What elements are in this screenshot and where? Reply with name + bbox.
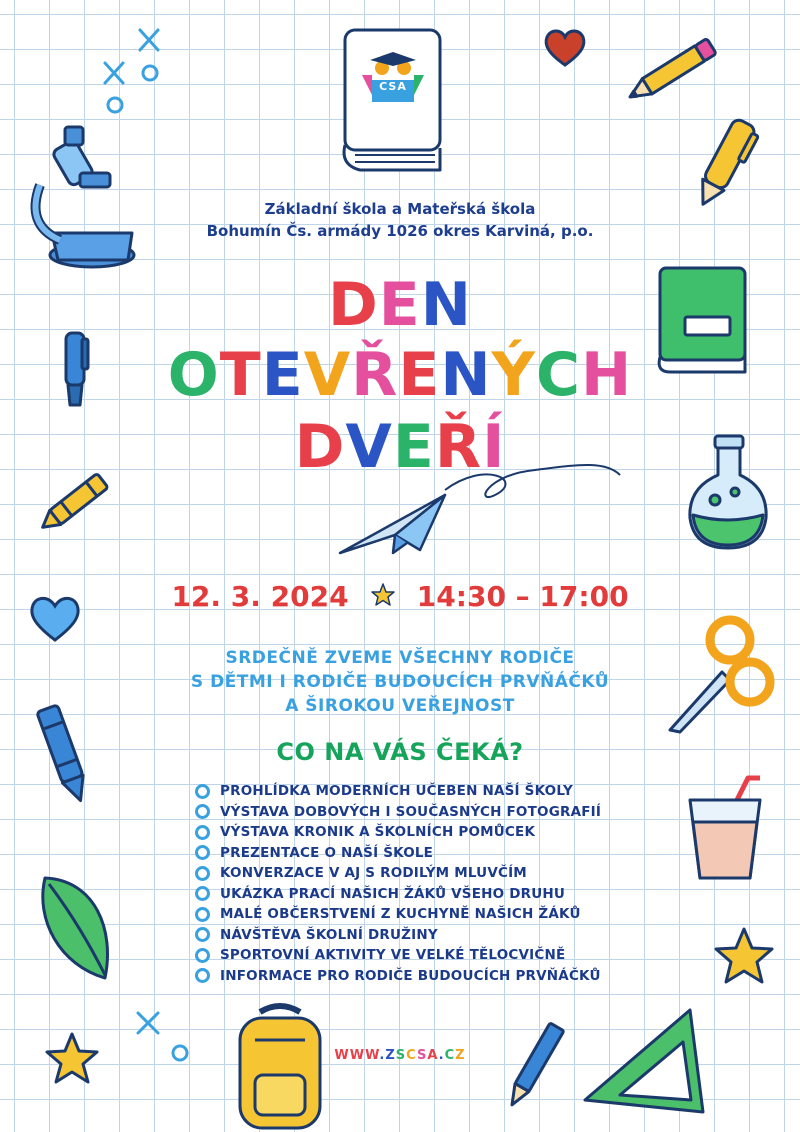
heart-red-icon [540, 25, 590, 70]
list-item [195, 945, 601, 966]
bullet-circle-icon [195, 968, 210, 983]
bullet-circle-icon [195, 927, 210, 942]
title-line-3 [0, 412, 800, 482]
list-item-text: KONVERZACE V AJ S RODILÝM MLUVČÍM [220, 865, 527, 882]
invite-line2: S DĚTMI I RODIČE BUDOUCÍCH PRVŇÁČKŮ [190, 672, 610, 692]
bullet-circle-icon [195, 886, 210, 901]
list-item [195, 802, 601, 823]
url-char: Z [455, 1048, 466, 1063]
title-letter: E [378, 270, 421, 340]
list-item-text: NÁVŠTĚVA ŠKOLNÍ DRUŽINY [220, 926, 438, 943]
list-item [195, 822, 601, 843]
title-letter: T [219, 340, 262, 410]
url-char: W [349, 1048, 366, 1063]
drink-glass-icon [680, 770, 780, 885]
url-char: S [416, 1048, 428, 1063]
event-date: 12. 3. 2024 [171, 580, 349, 613]
website-link[interactable] [0, 1048, 800, 1063]
title-letter: N [420, 270, 473, 340]
bullet-circle-icon [195, 784, 210, 799]
list-item-text: PREZENTACE O NAŠÍ ŠKOLE [220, 844, 434, 861]
microscope-icon [20, 115, 140, 275]
pencil-icon [615, 35, 725, 110]
title-letter: E [398, 340, 441, 410]
title-letter: N [440, 340, 492, 410]
url-char: W [365, 1048, 380, 1063]
title-letter: Ý [491, 340, 536, 410]
blue-pencil-icon [500, 1015, 570, 1115]
school-name-line2: Bohumín Čs. armády 1026 okres Karviná, p.o. [206, 222, 594, 240]
event-date-time [0, 580, 800, 613]
title-letter: V [303, 340, 352, 410]
url-char: C [406, 1048, 417, 1063]
invite-line3: A ŠIROKOU VEŘEJNOST [285, 696, 515, 716]
list-item [195, 884, 601, 905]
tic-tac-toe-doodle-top [95, 25, 170, 120]
title-letter: V [345, 412, 393, 482]
title-letter: D [327, 270, 379, 340]
program-heading: CO NA VÁS ČEKÁ? [276, 738, 524, 766]
title-line-2 [0, 340, 800, 410]
star-separator-icon [370, 582, 396, 608]
title-letter: C [536, 340, 582, 410]
url-char: S [395, 1048, 407, 1063]
title-letter: E [392, 412, 435, 482]
list-item [195, 843, 601, 864]
bullet-circle-icon [195, 907, 210, 922]
leaf-icon [35, 870, 120, 985]
title-letter: H [581, 340, 633, 410]
invite-line1: SRDEČNĚ ZVEME VŠECHNY RODIČE [225, 648, 575, 668]
bullet-circle-icon [195, 804, 210, 819]
backpack-icon [225, 1000, 335, 1132]
bullet-circle-icon [195, 866, 210, 881]
bullet-circle-icon [195, 845, 210, 860]
list-item [195, 966, 601, 987]
title-letter: Ř [434, 412, 483, 482]
logo-text: CSA [379, 80, 407, 93]
list-item-text: INFORMACE PRO RODIČE BUDOUCÍCH PRVŇÁČKŮ [220, 967, 601, 984]
url-char: W [334, 1048, 350, 1063]
title-letter: Í [482, 412, 506, 482]
url-char: C [444, 1048, 456, 1063]
title-line-1 [0, 270, 800, 340]
url-char: Z [385, 1048, 396, 1063]
title-letter: Ř [351, 340, 399, 410]
program-list [195, 781, 601, 986]
school-name-line1: Základní škola a Mateřská škola [264, 200, 536, 218]
title-letter: E [261, 340, 304, 410]
event-time: 14:30 – 17:00 [416, 580, 629, 613]
list-item-text: MALÉ OBČERSTVENÍ Z KUCHYNĚ NAŠICH ŽÁKŮ [220, 906, 581, 923]
bullet-circle-icon [195, 948, 210, 963]
bullet-circle-icon [195, 825, 210, 840]
list-item [195, 904, 601, 925]
list-item-text: VÝSTAVA KRONIK A ŠKOLNÍCH POMŮCEK [220, 824, 536, 841]
url-char: A [427, 1048, 439, 1063]
url-char: . [379, 1048, 386, 1063]
title-letter: O [167, 340, 220, 410]
list-item-text: UKÁZKA PRACÍ NAŠICH ŽÁKŮ VŠEHO DRUHU [220, 885, 566, 902]
list-item-text: SPORTOVNÍ AKTIVITY VE VELKÉ TĚLOCVIČNĚ [220, 947, 566, 964]
list-item [195, 781, 601, 802]
list-item-text: PROHLÍDKA MODERNÍCH UČEBEN NAŠÍ ŠKOLY [220, 783, 573, 800]
book-logo-illustration [330, 20, 450, 180]
list-item [195, 863, 601, 884]
url-char: . [438, 1048, 445, 1063]
list-item [195, 925, 601, 946]
title-letter: D [294, 412, 346, 482]
star-right-icon [712, 925, 777, 987]
list-item-text: VÝSTAVA DOBOVÝCH I SOUČASNÝCH FOTOGRAFIÍ [220, 803, 602, 820]
